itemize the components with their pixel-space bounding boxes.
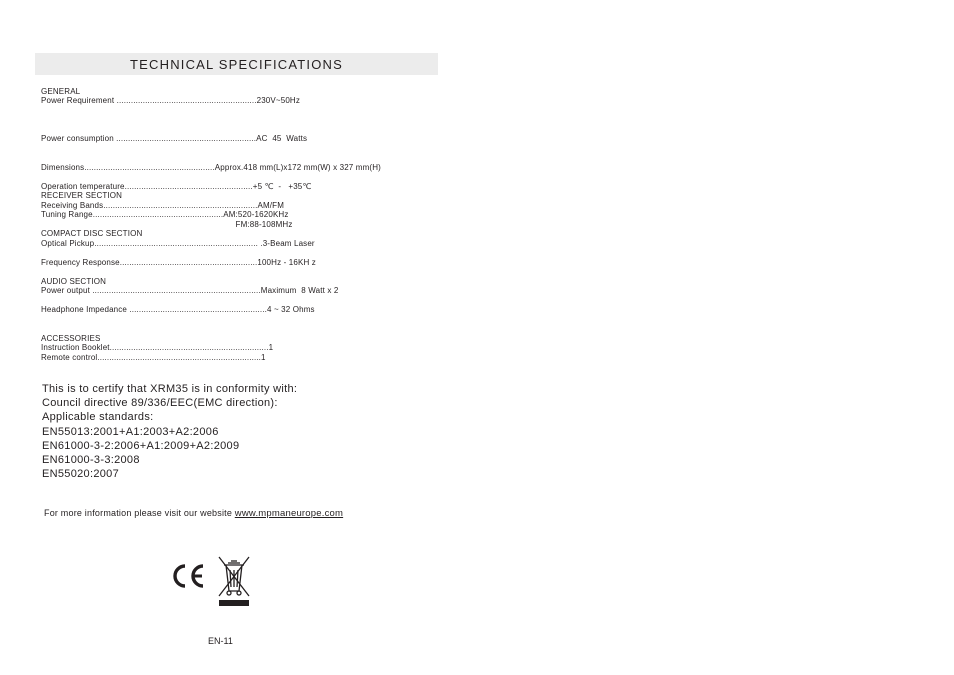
cert-line: EN61000-3-2:2006+A1:2009+A2:2009 — [42, 440, 240, 452]
website-prefix: For more information please visit our website — [44, 508, 235, 518]
cert-line: Council directive 89/336/EEC(EMC direction): — [42, 397, 278, 409]
spec-line: Power consumption ...........................................................AC 45 Watts — [41, 134, 308, 143]
cert-line: EN55020:2007 — [42, 468, 119, 480]
title-bar — [35, 53, 438, 75]
spec-line: Remote control.....................................................................1 — [41, 353, 266, 362]
spec-line: Headphone Impedance ..........................................................4 ~ 32 Ohms — [41, 305, 315, 314]
cert-line: EN61000-3-3:2008 — [42, 454, 140, 466]
cert-line: This is to certify that XRM35 is in conformity with: — [42, 383, 298, 395]
spec-heading-accessories: ACCESSORIES — [41, 334, 101, 343]
spec-line: Receiving Bands.................................................................AM/FM — [41, 201, 285, 210]
spec-heading-audio: AUDIO SECTION — [41, 277, 107, 286]
spec-heading-cd: COMPACT DISC SECTION — [41, 229, 143, 238]
spec-line: Power output .......................................................................Maximum 8 Watt x 2 — [41, 286, 339, 295]
ce-mark-icon — [168, 562, 206, 590]
spec-line: Operation temperature......................................................+5 ℃ - +35℃ — [41, 182, 312, 191]
spec-heading-general: GENERAL — [41, 87, 81, 96]
spec-line: Power Requirement ...........................................................230V~50Hz — [41, 96, 300, 105]
page-title: TECHNICAL SPECIFICATIONS — [130, 57, 343, 72]
spec-line: Dimensions.......................................................Approx.418 mm(L)x172 mm(W) x 327 mm(H) — [41, 163, 381, 172]
spec-line: Instruction Booklet...................................................................1 — [41, 343, 274, 352]
website-link[interactable]: www.mpmaneurope.com — [234, 508, 344, 519]
cert-line: Applicable standards: — [42, 411, 154, 423]
spec-line: Optical Pickup..................................................................... .3-Beam Laser — [41, 239, 315, 248]
page-number: EN-11 — [208, 636, 233, 646]
spec-line: Tuning Range.......................................................AM:520-1620KHz — [41, 210, 289, 219]
website-note — [44, 508, 343, 519]
cert-line: EN55013:2001+A1:2003+A2:2006 — [42, 426, 219, 438]
crossed-out-bin-icon — [216, 554, 252, 608]
spec-line: FM:88-108MHz — [41, 220, 293, 229]
spec-line: Frequency Response..........................................................100Hz - 16KH z — [41, 258, 316, 267]
spec-heading-receiver: RECEIVER SECTION — [41, 191, 123, 200]
